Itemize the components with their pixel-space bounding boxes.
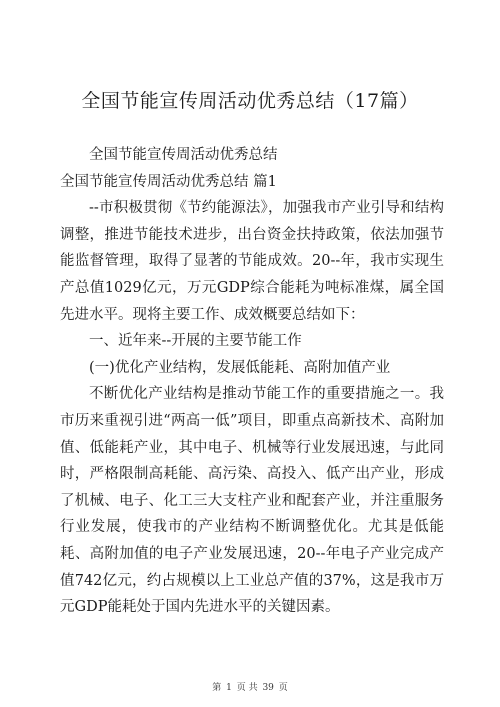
subsection-heading: (一)优化产业结构，发展低能耗、高附加值产业 bbox=[89, 359, 391, 376]
chapter-heading: 全国节能宣传周活动优秀总结 篇1 bbox=[60, 173, 277, 190]
document-subtitle: 全国节能宣传周活动优秀总结 bbox=[89, 147, 278, 163]
footer-mid: 页 共 bbox=[236, 683, 258, 693]
page-footer bbox=[0, 682, 500, 694]
footer-prefix: 第 bbox=[212, 683, 222, 693]
footer-page-total: 39 bbox=[262, 683, 274, 693]
section-heading: 一、近年来--开展的主要节能工作 bbox=[89, 333, 302, 350]
document-body bbox=[60, 142, 444, 621]
paragraph-intro: --市积极贯彻《节约能源法》，加强我市产业引导和结构调整，推进节能技术进步，出台资金扶持政策，依法加强节能监督管理，取得了显著的节能成效。20--年，我市实现生产总值1029亿元，万元GDP综合能耗为吨标准煤，属全国先进水平。现将主要工作、成效概要总结如下： bbox=[60, 200, 444, 323]
footer-page-number: 1 bbox=[226, 683, 232, 693]
document-title: 全国节能宣传周活动优秀总结（17篇） bbox=[81, 90, 419, 112]
footer-suffix: 页 bbox=[278, 683, 288, 693]
paragraph-industry: 不断优化产业结构是推动节能工作的重要措施之一。我市历来重视引进“两高一低”项目，即重点高新技术、高附加值、低能耗产业，其中电子、机械等行业发展迅速，与此同时，严格限制高耗能、高污染、高投入、低产出产业，形成了机械、电子、化工三大支柱产业和配套产业，并注重服务行业发展，使我市的产业结构不断调整优化。尤其是低能耗、高附加值的电子产业发展迅速，20--年电子产业完成产值742亿元，约占规模以上工业总产值的37%，这是我市万元GDP能耗处于国内先进水平的关键因素。 bbox=[60, 386, 444, 616]
